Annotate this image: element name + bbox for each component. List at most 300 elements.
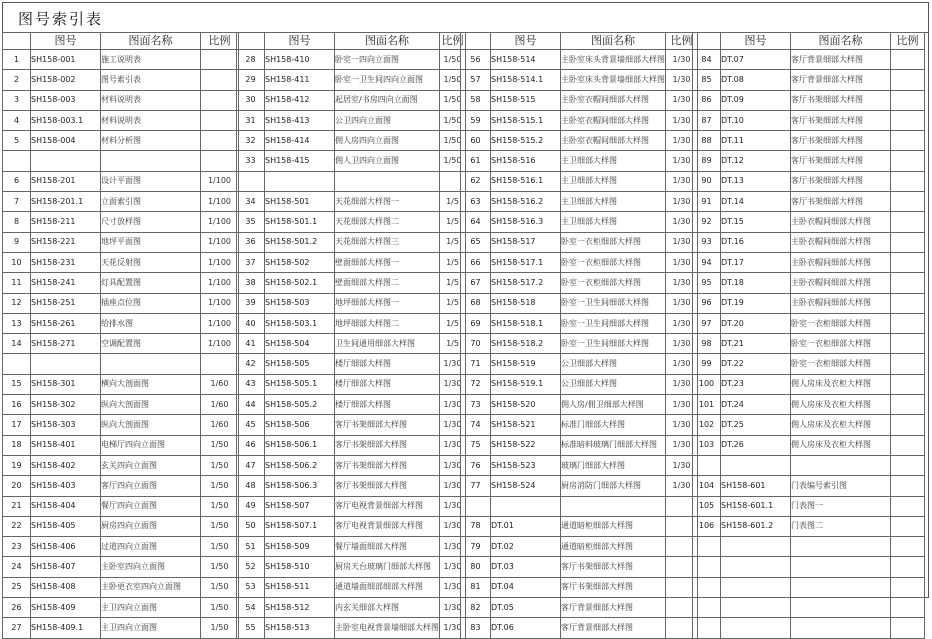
row-scale bbox=[201, 90, 239, 110]
row-drawing-number: DT.04 bbox=[491, 577, 561, 597]
row-drawing-number: SH158-501.1 bbox=[265, 212, 335, 232]
table-row bbox=[3, 50, 239, 70]
row-scale: 1/30 bbox=[666, 313, 698, 333]
row-drawing-name: 电梯厅四向立面图 bbox=[101, 435, 201, 455]
row-scale: 1/30 bbox=[440, 496, 466, 516]
table-row bbox=[693, 90, 925, 110]
table-row bbox=[693, 395, 925, 415]
row-seq: 38 bbox=[237, 273, 265, 293]
row-drawing-number: SH158-510 bbox=[265, 557, 335, 577]
row-seq: 102 bbox=[693, 415, 721, 435]
table-row bbox=[3, 577, 239, 597]
row-scale bbox=[891, 496, 925, 516]
row-seq: 10 bbox=[3, 252, 31, 272]
row-drawing-number: SH158-261 bbox=[31, 313, 101, 333]
row-scale: 1/30 bbox=[666, 90, 698, 110]
row-drawing-number bbox=[31, 354, 101, 374]
row-seq: 5 bbox=[3, 131, 31, 151]
table-row bbox=[237, 252, 466, 272]
row-drawing-number bbox=[721, 557, 791, 577]
table-row bbox=[237, 374, 466, 394]
row-drawing-name bbox=[791, 557, 891, 577]
row-drawing-name: 客厅四向立面图 bbox=[101, 476, 201, 496]
row-drawing-number: SH158-003 bbox=[31, 90, 101, 110]
row-drawing-number: SH158-271 bbox=[31, 334, 101, 354]
row-drawing-name: 佣人房四向立面图 bbox=[335, 131, 440, 151]
row-seq: 13 bbox=[3, 313, 31, 333]
row-drawing-name bbox=[561, 496, 666, 516]
row-seq: 76 bbox=[461, 455, 491, 475]
row-scale bbox=[891, 293, 925, 313]
row-drawing-number: SH158-241 bbox=[31, 273, 101, 293]
row-drawing-number: DT.19 bbox=[721, 293, 791, 313]
row-drawing-name: 主卧衣帽间细部大样图 bbox=[791, 212, 891, 232]
row-drawing-name: 主卧室衣帽间细部大样图 bbox=[561, 90, 666, 110]
row-seq: 51 bbox=[237, 537, 265, 557]
row-seq: 58 bbox=[461, 90, 491, 110]
row-scale bbox=[891, 537, 925, 557]
table-row bbox=[237, 151, 466, 171]
row-drawing-number: SH158-002 bbox=[31, 70, 101, 90]
row-scale bbox=[891, 455, 925, 475]
row-scale: 1/100 bbox=[201, 313, 239, 333]
header-drawing-number: 图号 bbox=[31, 33, 101, 50]
header-seq bbox=[461, 33, 491, 50]
row-drawing-number: SH158-001 bbox=[31, 50, 101, 70]
header-drawing-name: 图面名称 bbox=[561, 33, 666, 50]
row-drawing-name: 地坪细部大样图一 bbox=[335, 293, 440, 313]
row-scale: 1/100 bbox=[201, 273, 239, 293]
header-seq bbox=[237, 33, 265, 50]
table-row bbox=[3, 252, 239, 272]
row-scale: 1/30 bbox=[666, 131, 698, 151]
row-drawing-name bbox=[791, 455, 891, 475]
row-drawing-name: 客厅书架细部大样图 bbox=[561, 577, 666, 597]
row-drawing-number bbox=[491, 496, 561, 516]
row-scale bbox=[891, 212, 925, 232]
row-drawing-name: 主卧室床头背景墙细部大样图 bbox=[561, 50, 666, 70]
row-scale bbox=[891, 273, 925, 293]
table-row bbox=[461, 232, 698, 252]
table-row bbox=[461, 90, 698, 110]
table-row bbox=[237, 598, 466, 618]
row-seq: 105 bbox=[693, 496, 721, 516]
row-seq: 66 bbox=[461, 252, 491, 272]
row-seq: 9 bbox=[3, 232, 31, 252]
row-drawing-name: 客厅电视背景细部大样图 bbox=[335, 516, 440, 536]
row-drawing-number: SH158-414 bbox=[265, 131, 335, 151]
row-scale bbox=[891, 598, 925, 618]
row-drawing-number: SH158-408 bbox=[31, 577, 101, 597]
row-drawing-name: 客厅书架细部大样图 bbox=[791, 110, 891, 130]
row-drawing-number bbox=[721, 455, 791, 475]
row-drawing-number bbox=[31, 151, 101, 171]
table-header-row bbox=[461, 33, 698, 50]
row-drawing-name: 壁面细部大样图一 bbox=[335, 252, 440, 272]
row-drawing-name: 内玄关细部大样图 bbox=[335, 598, 440, 618]
row-seq: 2 bbox=[3, 70, 31, 90]
row-drawing-number: SH158-505.1 bbox=[265, 374, 335, 394]
row-drawing-number: SH158-601 bbox=[721, 476, 791, 496]
row-scale: 1/100 bbox=[201, 232, 239, 252]
table-row bbox=[3, 131, 239, 151]
row-drawing-number: SH158-523 bbox=[491, 455, 561, 475]
header-drawing-number: 图号 bbox=[265, 33, 335, 50]
row-drawing-number: SH158-516.3 bbox=[491, 212, 561, 232]
row-seq: 44 bbox=[237, 395, 265, 415]
table-row bbox=[3, 212, 239, 232]
row-drawing-number: DT.02 bbox=[491, 537, 561, 557]
row-drawing-name: 材料说明表 bbox=[101, 90, 201, 110]
table-row bbox=[693, 334, 925, 354]
row-drawing-number: SH158-511 bbox=[265, 577, 335, 597]
row-seq: 47 bbox=[237, 455, 265, 475]
table-row bbox=[693, 354, 925, 374]
row-drawing-number: SH158-413 bbox=[265, 110, 335, 130]
row-seq: 1 bbox=[3, 50, 31, 70]
row-drawing-name: 主卫细部大样图 bbox=[561, 171, 666, 191]
row-drawing-name: 客厅背景细部大样图 bbox=[561, 598, 666, 618]
row-drawing-name: 佣人房床及衣柜大样图 bbox=[791, 415, 891, 435]
row-drawing-name: 客厅电视背景细部大样图 bbox=[335, 496, 440, 516]
row-scale: 1/30 bbox=[666, 171, 698, 191]
row-seq: 8 bbox=[3, 212, 31, 232]
row-drawing-number: SH158-514 bbox=[491, 50, 561, 70]
table-row bbox=[237, 618, 466, 638]
table-row bbox=[461, 476, 698, 496]
row-drawing-name: 天花细部大样图三 bbox=[335, 232, 440, 252]
row-seq: 48 bbox=[237, 476, 265, 496]
row-drawing-name: 地坪平面图 bbox=[101, 232, 201, 252]
row-drawing-name: 楼厅细部大样图 bbox=[335, 354, 440, 374]
row-drawing-name: 通道暗柜细部大样图 bbox=[561, 537, 666, 557]
row-drawing-name: 插座点位图 bbox=[101, 293, 201, 313]
row-scale bbox=[891, 334, 925, 354]
row-drawing-name: 设计平面图 bbox=[101, 171, 201, 191]
row-drawing-name: 卧室一卫生间四向立面图 bbox=[335, 70, 440, 90]
row-drawing-name: 主卫四向立面图 bbox=[101, 598, 201, 618]
row-scale bbox=[891, 354, 925, 374]
row-drawing-number: SH158-515.2 bbox=[491, 131, 561, 151]
table-row bbox=[3, 334, 239, 354]
row-scale: 1/100 bbox=[201, 293, 239, 313]
row-seq: 90 bbox=[693, 171, 721, 191]
row-drawing-number: SH158-507 bbox=[265, 496, 335, 516]
row-scale: 1/30 bbox=[666, 415, 698, 435]
row-scale: 1/100 bbox=[201, 334, 239, 354]
row-drawing-number: SH158-517 bbox=[491, 232, 561, 252]
row-scale: 1/5 bbox=[440, 293, 466, 313]
row-seq: 16 bbox=[3, 395, 31, 415]
row-scale: 1/30 bbox=[666, 232, 698, 252]
row-drawing-number: DT.03 bbox=[491, 557, 561, 577]
row-drawing-name: 卧室一衣柜细部大样图 bbox=[791, 354, 891, 374]
row-seq: 22 bbox=[3, 516, 31, 536]
row-drawing-number: SH158-513 bbox=[265, 618, 335, 638]
row-scale: 1/50 bbox=[201, 598, 239, 618]
table-row bbox=[461, 313, 698, 333]
row-scale: 1/30 bbox=[666, 334, 698, 354]
row-scale bbox=[891, 577, 925, 597]
row-drawing-name: 卧室一四向立面图 bbox=[335, 50, 440, 70]
table-row bbox=[3, 435, 239, 455]
row-drawing-name: 主卧室衣帽间细部大样图 bbox=[561, 110, 666, 130]
row-seq: 69 bbox=[461, 313, 491, 333]
row-drawing-name: 客厅书架细部大样图 bbox=[791, 192, 891, 212]
row-drawing-number: SH158-303 bbox=[31, 415, 101, 435]
row-scale bbox=[891, 415, 925, 435]
row-scale bbox=[891, 516, 925, 536]
row-seq: 6 bbox=[3, 171, 31, 191]
row-drawing-number: DT.01 bbox=[491, 516, 561, 536]
row-seq: 27 bbox=[3, 618, 31, 638]
row-drawing-name: 卧室一衣柜细部大样图 bbox=[561, 232, 666, 252]
row-drawing-name: 主卧室床头背景墙细部大样图 bbox=[561, 70, 666, 90]
row-seq: 96 bbox=[693, 293, 721, 313]
table-row bbox=[461, 537, 698, 557]
row-seq: 3 bbox=[3, 90, 31, 110]
row-seq: 77 bbox=[461, 476, 491, 496]
row-drawing-name: 材料说明表 bbox=[101, 110, 201, 130]
row-scale: 1/50 bbox=[201, 557, 239, 577]
row-scale: 1/50 bbox=[201, 577, 239, 597]
row-scale: 1/30 bbox=[440, 577, 466, 597]
row-seq: 37 bbox=[237, 252, 265, 272]
table-row bbox=[3, 232, 239, 252]
header-scale: 比例 bbox=[440, 33, 466, 50]
row-scale: 1/30 bbox=[666, 293, 698, 313]
row-drawing-number: SH158-401 bbox=[31, 435, 101, 455]
row-scale: 1/30 bbox=[440, 557, 466, 577]
row-scale: 1/30 bbox=[666, 151, 698, 171]
row-scale: 1/5 bbox=[440, 212, 466, 232]
row-drawing-number bbox=[721, 537, 791, 557]
row-seq: 79 bbox=[461, 537, 491, 557]
row-seq: 71 bbox=[461, 354, 491, 374]
row-drawing-name: 佣人房床及衣柜大样图 bbox=[791, 374, 891, 394]
table-row bbox=[3, 90, 239, 110]
row-drawing-name: 天花细部大样图二 bbox=[335, 212, 440, 232]
table-row bbox=[237, 354, 466, 374]
table-row bbox=[461, 577, 698, 597]
row-seq: 93 bbox=[693, 232, 721, 252]
row-drawing-number: DT.21 bbox=[721, 334, 791, 354]
row-scale: 1/5 bbox=[440, 232, 466, 252]
row-seq bbox=[693, 577, 721, 597]
row-seq: 70 bbox=[461, 334, 491, 354]
row-drawing-number: SH158-514.1 bbox=[491, 70, 561, 90]
row-scale bbox=[891, 395, 925, 415]
table-row bbox=[693, 50, 925, 70]
row-scale bbox=[891, 618, 925, 638]
row-drawing-name: 客厅书架细部大样图 bbox=[791, 90, 891, 110]
row-scale: 1/30 bbox=[440, 455, 466, 475]
row-drawing-number: SH158-515 bbox=[491, 90, 561, 110]
row-scale bbox=[891, 110, 925, 130]
row-drawing-number: DT.20 bbox=[721, 313, 791, 333]
row-drawing-number: SH158-509 bbox=[265, 537, 335, 557]
row-drawing-name: 餐厅墙面细部大样图 bbox=[335, 537, 440, 557]
row-drawing-name: 主卫细部大样图 bbox=[561, 212, 666, 232]
row-seq: 57 bbox=[461, 70, 491, 90]
table-row bbox=[693, 516, 925, 536]
row-seq: 41 bbox=[237, 334, 265, 354]
row-seq: 46 bbox=[237, 435, 265, 455]
table-row bbox=[3, 151, 239, 171]
row-drawing-number: SH158-518 bbox=[491, 293, 561, 313]
row-drawing-name: 卧室一衣柜细部大样图 bbox=[561, 252, 666, 272]
row-drawing-name bbox=[791, 598, 891, 618]
row-seq: 19 bbox=[3, 455, 31, 475]
row-drawing-name: 佣人房床及衣柜大样图 bbox=[791, 395, 891, 415]
table-header-row bbox=[3, 33, 239, 50]
row-seq: 15 bbox=[3, 374, 31, 394]
row-drawing-number: DT.07 bbox=[721, 50, 791, 70]
row-scale bbox=[201, 110, 239, 130]
row-drawing-number: SH158-503.1 bbox=[265, 313, 335, 333]
row-drawing-number: SH158-211 bbox=[31, 212, 101, 232]
table-row bbox=[693, 293, 925, 313]
header-drawing-name: 图面名称 bbox=[335, 33, 440, 50]
table-row bbox=[461, 212, 698, 232]
table-row bbox=[693, 415, 925, 435]
row-drawing-number: DT.26 bbox=[721, 435, 791, 455]
row-scale: 1/30 bbox=[666, 476, 698, 496]
row-drawing-name: 过道四向立面图 bbox=[101, 537, 201, 557]
row-seq: 12 bbox=[3, 293, 31, 313]
row-drawing-name: 通道暗柜细部大样图 bbox=[561, 516, 666, 536]
row-drawing-number: SH158-512 bbox=[265, 598, 335, 618]
row-seq bbox=[3, 151, 31, 171]
row-seq: 73 bbox=[461, 395, 491, 415]
row-drawing-name: 客厅书架细部大样图 bbox=[791, 151, 891, 171]
row-seq: 4 bbox=[3, 110, 31, 130]
row-drawing-name: 佣人房/佣卫细部大样图 bbox=[561, 395, 666, 415]
table-row bbox=[3, 395, 239, 415]
row-scale: 1/100 bbox=[201, 212, 239, 232]
table-row bbox=[461, 516, 698, 536]
row-drawing-number: SH158-412 bbox=[265, 90, 335, 110]
row-drawing-number: SH158-522 bbox=[491, 435, 561, 455]
row-seq: 94 bbox=[693, 252, 721, 272]
table-row bbox=[461, 192, 698, 212]
row-drawing-number: SH158-516 bbox=[491, 151, 561, 171]
row-drawing-number: SH158-524 bbox=[491, 476, 561, 496]
table-row bbox=[693, 598, 925, 618]
row-seq: 40 bbox=[237, 313, 265, 333]
row-drawing-number: DT.25 bbox=[721, 415, 791, 435]
row-seq: 63 bbox=[461, 192, 491, 212]
table-row bbox=[3, 374, 239, 394]
row-drawing-name: 客厅背景细部大样图 bbox=[791, 70, 891, 90]
row-seq: 23 bbox=[3, 537, 31, 557]
row-drawing-number: DT.23 bbox=[721, 374, 791, 394]
table-row bbox=[693, 273, 925, 293]
row-scale: 1/30 bbox=[440, 537, 466, 557]
row-drawing-number: DT.16 bbox=[721, 232, 791, 252]
row-scale bbox=[201, 354, 239, 374]
row-drawing-number: SH158-516.1 bbox=[491, 171, 561, 191]
row-seq: 106 bbox=[693, 516, 721, 536]
row-drawing-name: 给排水图 bbox=[101, 313, 201, 333]
header-scale: 比例 bbox=[201, 33, 239, 50]
row-drawing-number: SH158-601.2 bbox=[721, 516, 791, 536]
row-seq: 80 bbox=[461, 557, 491, 577]
row-drawing-number: SH158-521 bbox=[491, 415, 561, 435]
row-scale: 1/30 bbox=[440, 415, 466, 435]
row-drawing-name: 尺寸放样图 bbox=[101, 212, 201, 232]
row-scale: 1/50 bbox=[440, 131, 466, 151]
row-drawing-number: SH158-601.1 bbox=[721, 496, 791, 516]
row-drawing-number: SH158-405 bbox=[31, 516, 101, 536]
table-row bbox=[237, 70, 466, 90]
row-scale: 1/30 bbox=[666, 435, 698, 455]
table-header-row bbox=[693, 33, 925, 50]
row-seq: 67 bbox=[461, 273, 491, 293]
row-drawing-number: SH158-409.1 bbox=[31, 618, 101, 638]
row-drawing-name: 厨房四向立面图 bbox=[101, 516, 201, 536]
row-scale: 1/30 bbox=[440, 395, 466, 415]
table-row bbox=[237, 516, 466, 536]
row-drawing-name: 壁面细部大样图二 bbox=[335, 273, 440, 293]
table-row bbox=[3, 313, 239, 333]
row-scale bbox=[891, 171, 925, 191]
table-row bbox=[237, 90, 466, 110]
table-row bbox=[461, 374, 698, 394]
row-drawing-number bbox=[265, 171, 335, 191]
row-seq: 24 bbox=[3, 557, 31, 577]
row-drawing-number: DT.08 bbox=[721, 70, 791, 90]
table-row bbox=[461, 273, 698, 293]
row-scale bbox=[201, 50, 239, 70]
row-seq: 104 bbox=[693, 476, 721, 496]
row-seq: 25 bbox=[3, 577, 31, 597]
row-scale: 1/50 bbox=[440, 151, 466, 171]
row-drawing-number: DT.22 bbox=[721, 354, 791, 374]
row-drawing-name: 主卧衣帽间细部大样图 bbox=[791, 252, 891, 272]
row-scale: 1/30 bbox=[440, 476, 466, 496]
table-row bbox=[461, 415, 698, 435]
row-seq: 39 bbox=[237, 293, 265, 313]
row-drawing-name: 标准暗料玻璃门细部大样图 bbox=[561, 435, 666, 455]
row-seq: 101 bbox=[693, 395, 721, 415]
row-seq: 91 bbox=[693, 192, 721, 212]
table-row bbox=[461, 70, 698, 90]
table-row bbox=[693, 577, 925, 597]
row-drawing-number: SH158-518.1 bbox=[491, 313, 561, 333]
row-drawing-number: SH158-519.1 bbox=[491, 374, 561, 394]
table-row bbox=[237, 496, 466, 516]
row-drawing-name: 客厅书架细部大样图 bbox=[791, 171, 891, 191]
row-drawing-number: DT.09 bbox=[721, 90, 791, 110]
row-scale: 1/5 bbox=[440, 192, 466, 212]
row-seq: 68 bbox=[461, 293, 491, 313]
row-drawing-number: SH158-518.2 bbox=[491, 334, 561, 354]
index-table-4 bbox=[692, 32, 925, 639]
row-scale: 1/30 bbox=[440, 598, 466, 618]
row-seq: 100 bbox=[693, 374, 721, 394]
row-drawing-name: 灯具配置图 bbox=[101, 273, 201, 293]
row-seq: 52 bbox=[237, 557, 265, 577]
table-row bbox=[461, 354, 698, 374]
row-drawing-number: SH158-502.1 bbox=[265, 273, 335, 293]
row-scale bbox=[201, 131, 239, 151]
row-drawing-name: 客厅书架细部大样图 bbox=[561, 557, 666, 577]
table-row bbox=[693, 476, 925, 496]
row-scale bbox=[891, 90, 925, 110]
row-drawing-number: SH158-003.1 bbox=[31, 110, 101, 130]
row-seq: 95 bbox=[693, 273, 721, 293]
